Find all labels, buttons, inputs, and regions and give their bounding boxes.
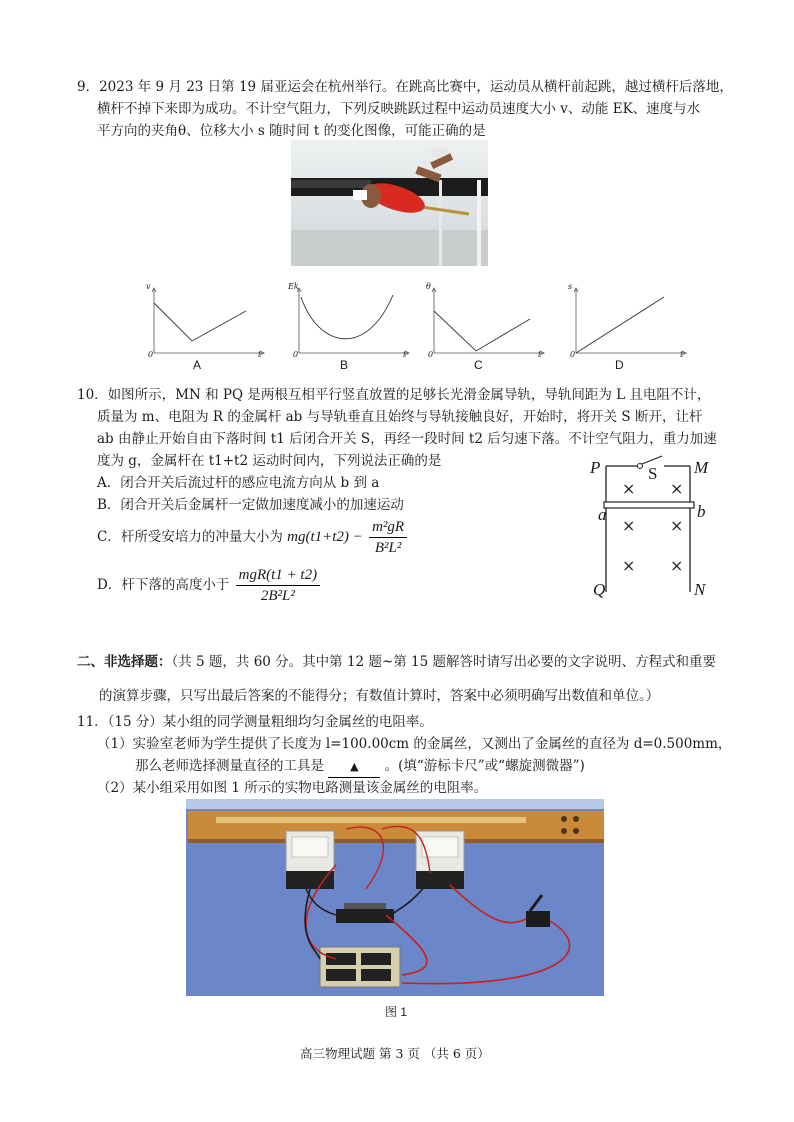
- field-mark: ×: [622, 479, 636, 498]
- circuit-label-q: Q: [593, 580, 606, 599]
- circuit-label-m: M: [694, 458, 709, 477]
- q10-line-4: 度为 g，金属杆在 t1+t2 运动时间内，下列说法正确的是: [97, 453, 442, 469]
- q10-option-d-fraction: [236, 565, 320, 606]
- q10-option-d-denominator: 2B²L²: [260, 588, 295, 604]
- field-mark: ×: [622, 516, 636, 535]
- graph-c-ylabel: θ: [426, 282, 431, 291]
- graph-a-xlabel: t: [258, 350, 262, 359]
- q11-part-1a: （1）实验室老师为学生提供了长度为 l=100.00cm 的金属丝，又测出了金属丝的直径为 d=0.500mm，: [97, 736, 732, 752]
- graph-c-letter: C: [474, 358, 483, 372]
- q10-option-d-numerator: mgR(t1 + t2): [236, 565, 320, 586]
- q10-option-c: [97, 515, 409, 559]
- section-2-intro: （共 5 题，共 60 分。其中第 12 题~第 15 题解答时请写出必要的文字说明、方程式和重要: [171, 654, 717, 670]
- figure-1-caption: 图 1: [385, 1005, 408, 1019]
- graph-a: [144, 283, 270, 358]
- circuit-label-b: b: [697, 502, 706, 521]
- q10-line-3: ab 由静止开始自由下落时间 t1 后闭合开关 S，再经一段时间 t2 后匀速下落。不计空气阻力，重力加速: [97, 431, 717, 447]
- page-footer: 高三物理试题 第 3 页 （共 6 页）: [300, 1046, 490, 1061]
- q11-part-1b-suffix: 。(填“游标卡尺”或“螺旋测微器”): [384, 758, 585, 774]
- graph-b-xlabel: t: [403, 350, 407, 359]
- high-jump-photo: [291, 140, 488, 266]
- circuit-photo: [186, 799, 604, 996]
- q10-option-b: B．闭合开关后金属杆一定做加速度减小的加速运动: [97, 497, 404, 513]
- graph-d-xlabel: t: [680, 350, 684, 359]
- q10-option-c-fraction: [369, 517, 407, 558]
- q11-part-1b: [135, 756, 585, 778]
- circuit-label-n: N: [694, 580, 706, 599]
- graph-d: [566, 283, 692, 358]
- q9-line-2: 横杆不掉下来即为成功。不计空气阻力，下列反映跳跃过程中运动员速度大小 v、动能 EK、速度与水: [97, 101, 701, 117]
- graph-a-letter: A: [193, 358, 202, 372]
- q10-option-c-prefix: C．杆所受安培力的冲量大小为: [97, 529, 283, 545]
- graph-b: [289, 283, 415, 358]
- q10-option-a: A．闭合开关后流过杆的感应电流方向从 b 到 a: [97, 475, 380, 491]
- field-mark: ×: [622, 556, 636, 575]
- q9-line-3: 平方向的夹角θ、位移大小 s 随时间 t 的变化图像，可能正确的是: [97, 123, 486, 139]
- q10-option-c-numerator: m²gR: [369, 517, 407, 538]
- graph-d-ylabel: s: [568, 282, 573, 291]
- graph-d-letter: D: [615, 358, 624, 372]
- graph-c: [424, 283, 550, 358]
- q11-part-2: （2）某小组采用如图 1 所示的实物电路测量该金属丝的电阻率。: [97, 780, 488, 796]
- graph-c-origin: 0: [428, 350, 434, 359]
- graph-a-origin: 0: [148, 350, 154, 359]
- graph-b-origin: 0: [293, 350, 299, 359]
- q10-line-2: 质量为 m、电阻为 R 的金属杆 ab 与导轨垂直且始终与导轨接触良好，开始时，将开关 S 断开，让杆: [97, 409, 703, 425]
- q10-option-d-prefix: D．杆下落的高度小于: [97, 577, 230, 593]
- q11-part-1b-prefix: 那么老师选择测量直径的工具是: [135, 758, 324, 774]
- q10-option-c-denominator: B²L²: [374, 540, 402, 556]
- field-mark: ×: [670, 556, 684, 575]
- q10-option-d: [97, 563, 322, 607]
- graph-a-ylabel: v: [146, 282, 151, 291]
- field-mark: ×: [670, 516, 684, 535]
- graph-d-origin: 0: [570, 350, 576, 359]
- answer-blank[interactable]: ▲: [328, 757, 380, 778]
- graph-b-ylabel: Ek: [288, 282, 299, 291]
- section-2-title: 二、非选择题：: [77, 654, 172, 670]
- graph-b-letter: B: [340, 358, 349, 372]
- q11-line-1: 11．（15 分）某小组的同学测量粗细均匀金属丝的电阻率。: [77, 714, 433, 730]
- section-2-header: [77, 652, 716, 672]
- circuit-label-a: a: [598, 505, 607, 524]
- field-mark: ×: [670, 479, 684, 498]
- q9-line-1: 9．2023 年 9 月 23 日第 19 届亚运会在杭州举行。在跳高比赛中，运动员从横杆前起跳，越过横杆后落地，: [77, 79, 733, 95]
- q10-line-1: 10．如图所示，MN 和 PQ 是两根互相平行竖直放置的足够长光滑金属导轨，导轨间距为 L 且电阻不计，: [77, 387, 711, 403]
- graph-c-xlabel: t: [538, 350, 542, 359]
- circuit-label-p: P: [590, 458, 601, 477]
- section-2-line-2: 的演算步骤，只写出最后答案的不能得分；有数值计算时，答案中必须明确写出数值和单位。）: [99, 688, 660, 704]
- circuit-label-s: S: [648, 464, 658, 483]
- q10-option-c-expr: mg(t1+t2) −: [287, 529, 363, 545]
